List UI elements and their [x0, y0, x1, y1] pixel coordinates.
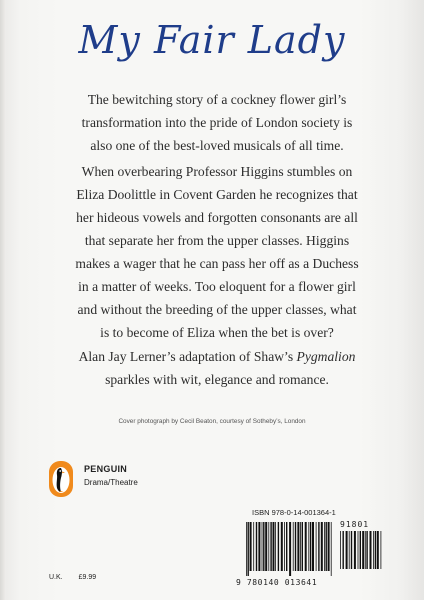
barcode-bar [354, 531, 356, 569]
book-title: My Fair Lady [78, 18, 346, 62]
barcode-bar [246, 522, 247, 576]
barcode-bar [377, 531, 379, 569]
barcode-bar [373, 531, 374, 569]
barcode-bar [358, 531, 359, 569]
barcode-bar [318, 522, 319, 571]
barcode-bar [250, 522, 252, 571]
barcode-bar [316, 522, 317, 571]
barcode-bar [326, 522, 327, 571]
barcode-bar [265, 522, 267, 571]
barcode-bar [305, 522, 307, 571]
blurb-paragraph-1: The bewitching story of a cockney flower girl’s transformation into the pride of London society is also one of the best-loved musicals of all time. [81, 92, 353, 153]
barcode-bar [375, 531, 376, 569]
barcode-bar [248, 522, 249, 576]
barcode-bar [340, 531, 341, 569]
barcode-bar [366, 531, 367, 569]
barcode-bar [321, 522, 323, 571]
publisher-name: PENGUIN [84, 464, 128, 474]
barcode-bar [268, 522, 269, 571]
barcode-bar [273, 522, 275, 571]
price-line [49, 574, 96, 581]
barcode-bar [278, 522, 279, 571]
barcode-bar [349, 531, 350, 569]
barcode-bar [324, 522, 325, 571]
publisher-imprint [84, 464, 138, 487]
isbn-label: ISBN 978-0-14-001364-1 [252, 508, 336, 517]
barcode-bar [289, 522, 291, 576]
barcode-bar [258, 522, 260, 571]
barcode-bar [262, 522, 263, 571]
publisher-category: Drama/Theatre [84, 478, 138, 487]
barcode-bar [297, 522, 299, 571]
barcode-bar [362, 531, 364, 569]
blurb-paragraph-2: When overbearing Professor Higgins stumbles on Eliza Doolittle in Covent Garden he recognizes that her hideous vowels and forgotten consonants are all that separate her from the upper classes. Higgins makes a wager that he can pass her off as a Duchess in a matter of weeks. Too eloquent for a flower girl and without the breeding of the upper classes, what is to become of Eliza when the bet is over? [75, 164, 359, 340]
barcode-bar [328, 522, 330, 571]
barcode-bar [370, 531, 372, 569]
barcode-bar [310, 522, 311, 571]
barcode-bar [331, 522, 332, 576]
barcode-main-icon [246, 522, 334, 576]
spine-edge [0, 0, 6, 600]
barcode-addon-icon [340, 531, 382, 574]
barcode-bar [351, 531, 352, 569]
blurb-paragraph-3 [72, 345, 362, 391]
barcode-bar [312, 522, 314, 571]
barcode-bar [286, 522, 287, 571]
barcode-addon-number: 91801 [340, 520, 370, 529]
barcode-bar [253, 522, 254, 571]
barcode-bar [270, 522, 271, 571]
cover-photo-credit: Cover photograph by Cecil Beaton, courtesy of Sotheby’s, London [118, 418, 306, 425]
barcode-bar [284, 522, 285, 571]
barcode-bar [365, 531, 366, 569]
barcode-bar [300, 522, 301, 571]
barcode-bar [275, 522, 276, 571]
barcode-bar [302, 522, 303, 571]
closing-text-start: Alan Jay Lerner’s adaptation of Shaw’s [78, 349, 297, 364]
barcode-bar [281, 522, 283, 571]
barcode-bar [263, 522, 264, 571]
price-region: U.K. [49, 574, 63, 581]
barcode-bar [343, 531, 344, 569]
barcode-bar [293, 522, 294, 571]
barcode-bar [295, 522, 296, 571]
barcode-number: 9 780140 013641 [236, 578, 318, 587]
price-amount: £9.99 [78, 574, 97, 581]
closing-text-end: sparkles with wit, elegance and romance. [105, 372, 329, 387]
penguin-logo-icon [49, 461, 73, 497]
barcode-bar [381, 531, 382, 569]
barcode-bar [360, 531, 361, 569]
work-title: Pygmalion [296, 349, 356, 364]
barcode-bar [256, 522, 257, 571]
barcode-bar [346, 531, 348, 569]
barcode-bar [308, 522, 309, 571]
